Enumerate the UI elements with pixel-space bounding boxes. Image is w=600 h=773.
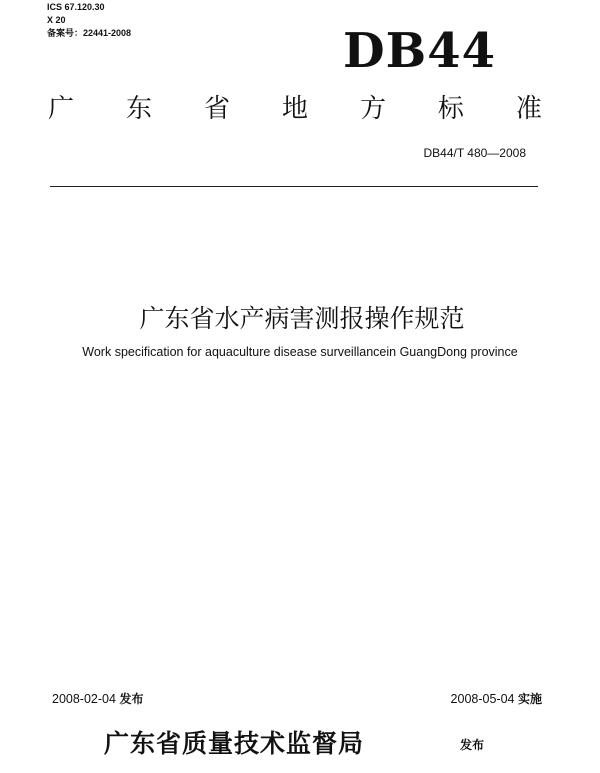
- issuing-label: 发布: [460, 738, 485, 752]
- publish-date-line: [52, 690, 143, 708]
- issuing-authority: 广东省质量技术监督局: [104, 729, 365, 758]
- ics-code: ICS 67.120.30: [47, 2, 105, 12]
- standard-category-char: 标: [437, 94, 464, 124]
- db44-logo: DB44: [343, 23, 496, 79]
- document-title-chinese: 广东省水产病害测报操作规范: [139, 304, 465, 333]
- document-title-english: Work specification for aquaculture disease surveillancein GuangDong province: [82, 345, 518, 359]
- publish-label: 发布: [119, 692, 144, 706]
- implement-date-line: [451, 690, 542, 708]
- standard-category-char: 省: [203, 94, 230, 124]
- header-divider: [50, 186, 538, 187]
- implement-label: 实施: [517, 692, 542, 706]
- publish-date: 2008-02-04: [52, 692, 116, 706]
- standard-number: DB44/T 480—2008: [423, 146, 526, 160]
- standard-category-char: 准: [515, 94, 542, 124]
- classification-code: X 20: [47, 15, 66, 25]
- standard-category-heading: [48, 92, 542, 126]
- standard-category-char: 东: [125, 94, 152, 124]
- standard-category-char: 地: [281, 94, 308, 124]
- standard-category-char: 广: [48, 94, 75, 124]
- record-number: 备案号：22441-2008: [47, 28, 132, 38]
- standard-category-char: 方: [359, 94, 386, 124]
- implement-date: 2008-05-04: [450, 692, 515, 706]
